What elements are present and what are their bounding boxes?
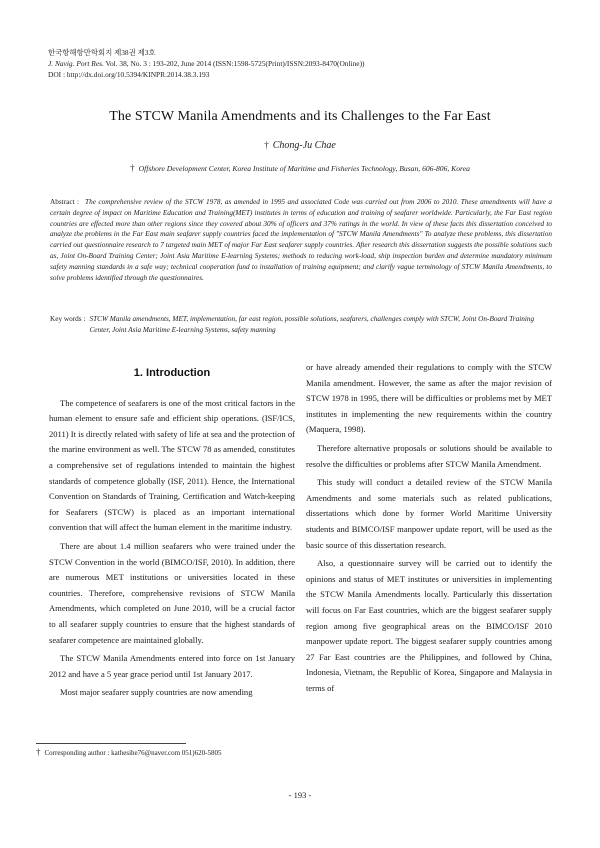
author-line bbox=[0, 140, 600, 151]
affiliation-line bbox=[0, 163, 600, 173]
body-paragraph: There are about 1.4 million seafarers who were trained under the STCW Convention in the world (BIMCO/ISF, 2010). In addition, there are numerous MET institutions or universities located in these countries. Therefore, comprehensive revisions of STCW Manila Amendments, which completed on June 2010, will be a crucial factor to all seafarer supply countries to ensure that the highest standards of seafarer competence are maintained globally. bbox=[49, 540, 295, 645]
journal-header bbox=[48, 47, 568, 80]
section-heading-introduction: 1. Introduction bbox=[133, 367, 211, 379]
doi-line[interactable]: DOI : http://dx.doi.org/10.5394/KINPR.2014.38.3.193 bbox=[48, 70, 210, 79]
affiliation-dagger-mark: † bbox=[130, 163, 135, 173]
body-paragraph: Also, a questionnaire survey will be carried out to identify the opinions and status of MET institutes or universities in implementing the STCW Manila Amendments locally. Particularly this dissertation will focus on Far East countries, which are the biggest seafarer supply region among five geographical areas on the BIMCO/ISF 2010 manpower update report. The biggest seafarer supply countries among 27 Far East countries are the Philippines, and followed by China, Indonesia, Vietnam, the Republic of Korea, Singapore and Malaysia in terms of bbox=[306, 558, 552, 693]
abstract-label: Abstract : bbox=[50, 198, 80, 206]
footnote-dagger-mark: † bbox=[36, 747, 41, 757]
footnote bbox=[36, 747, 221, 757]
journal-korean-line: 한국항해항만학회지 제38권 제3호 bbox=[48, 48, 156, 57]
body-paragraph: Therefore alternative proposals or solutions should be available to resolve the difficulties or problems after STCW Manila Amendment. bbox=[306, 442, 552, 469]
abstract-text: The comprehensive review of the STCW 1978, as amended in 1995 and associated Code was carried out from 2006 to 2010. These amendments will have a certain degree of impact on Maritime Education and Training(MET) institutes in terms of education and training of seafarer worldwide. Particularly, the Far East region countries are effected more than other regions since they covered about 30% of officers and 37% ratings in the world. In view of these facts this dissertation conceived to analyze the problems in the Far East main seafarer supply countries faced the implementation of "STCW Manila Amendments" To analyze these problems, this dissertation carried out questionnaire research to 7 targeted main MET of major Far East seafarer supply countries. After research this dissertation suggests the possible solutions such as, Joint On-Board Training Center; Joint Asia Maritime E-learning Systems; methods to reducing work-load, ship inspection burden and determine mandatory minimum safety manning standards in a safe way; technical cooperation fund to installation of training equipment; and clarify vague terminology of STCW Manila Amendments, to solve problems identified through the questionnaires. bbox=[50, 198, 552, 282]
keywords bbox=[50, 314, 552, 336]
right-column bbox=[306, 360, 552, 699]
left-column bbox=[49, 360, 295, 704]
body-paragraph: The competence of seafarers is one of the most critical factors in the human element to ensure safe and efficient ship operations. (ISF/ICS, 2011) It is directly related with safety of life at sea and the protection of the marine environment as well. The STCW 78 as amended, constitutes a comprehensive set of regulations intended to maintain the highest standards of competence globally (ISF, 2011). Hence, the International Convention on Standards of Training, Certification and Watch-keeping for Seafarers (STCW) is placed as an important international convention that will affect the human element in the maritime industry. bbox=[49, 397, 295, 533]
journal-abbreviation: J. Navig. Port Res. bbox=[48, 59, 104, 68]
journal-citation-line bbox=[48, 58, 568, 69]
affiliation-text: Offshore Development Center, Korea Institute of Maritime and Fisheries Technology, Busan, 606-806, Korea bbox=[138, 164, 470, 173]
author-dagger-mark: † bbox=[264, 140, 269, 150]
author-name: Chong-Ju Chae bbox=[272, 140, 336, 151]
journal-volume-info: Vol. 38, No. 3 : 193-202, June 2014 (ISSN:1598-5725(Print)/ISSN:2093-8470(Online)) bbox=[103, 59, 365, 68]
body-paragraph: or have already amended their regulations to comply with the STCW Manila amendment. However, the same as after the major revision of STCW 1978 in 1995, there will be difficulties or problems met by MET institutes in implementing the new requirements within the country (Maquera, 1998). bbox=[306, 362, 552, 435]
body-paragraph: Most major seafarer supply countries are now amending bbox=[60, 687, 253, 698]
footnote-divider bbox=[36, 743, 186, 744]
keywords-text: STCW Manila amendments, MET, implementation, far east region, possible solutions, seafarers, challenges comply with STCW, Joint On-Board Training Center, Joint Asia Maritime E-learning Systems, safety manning bbox=[89, 315, 535, 334]
body-paragraph: The STCW Manila Amendments entered into force on 1st January 2012 and have a 5 year grace period until 1st January 2017. bbox=[49, 653, 295, 679]
paper-title: The STCW Manila Amendments and its Challenges to the Far East bbox=[109, 109, 491, 124]
abstract bbox=[50, 197, 552, 283]
keywords-label: Key words : bbox=[50, 315, 86, 323]
page-number: - 193 - bbox=[288, 790, 312, 800]
footnote-text: Corresponding author : kathesihe76@naver.com 051)620-5805 bbox=[44, 749, 222, 757]
body-paragraph: This study will conduct a detailed review of the STCW Manila Amendments and some materials such as related publications, dissertations which done by former World Maritime University students and BIMCO/ISF manpower update report, will be used as the basic source of this dissertation research. bbox=[306, 477, 552, 550]
